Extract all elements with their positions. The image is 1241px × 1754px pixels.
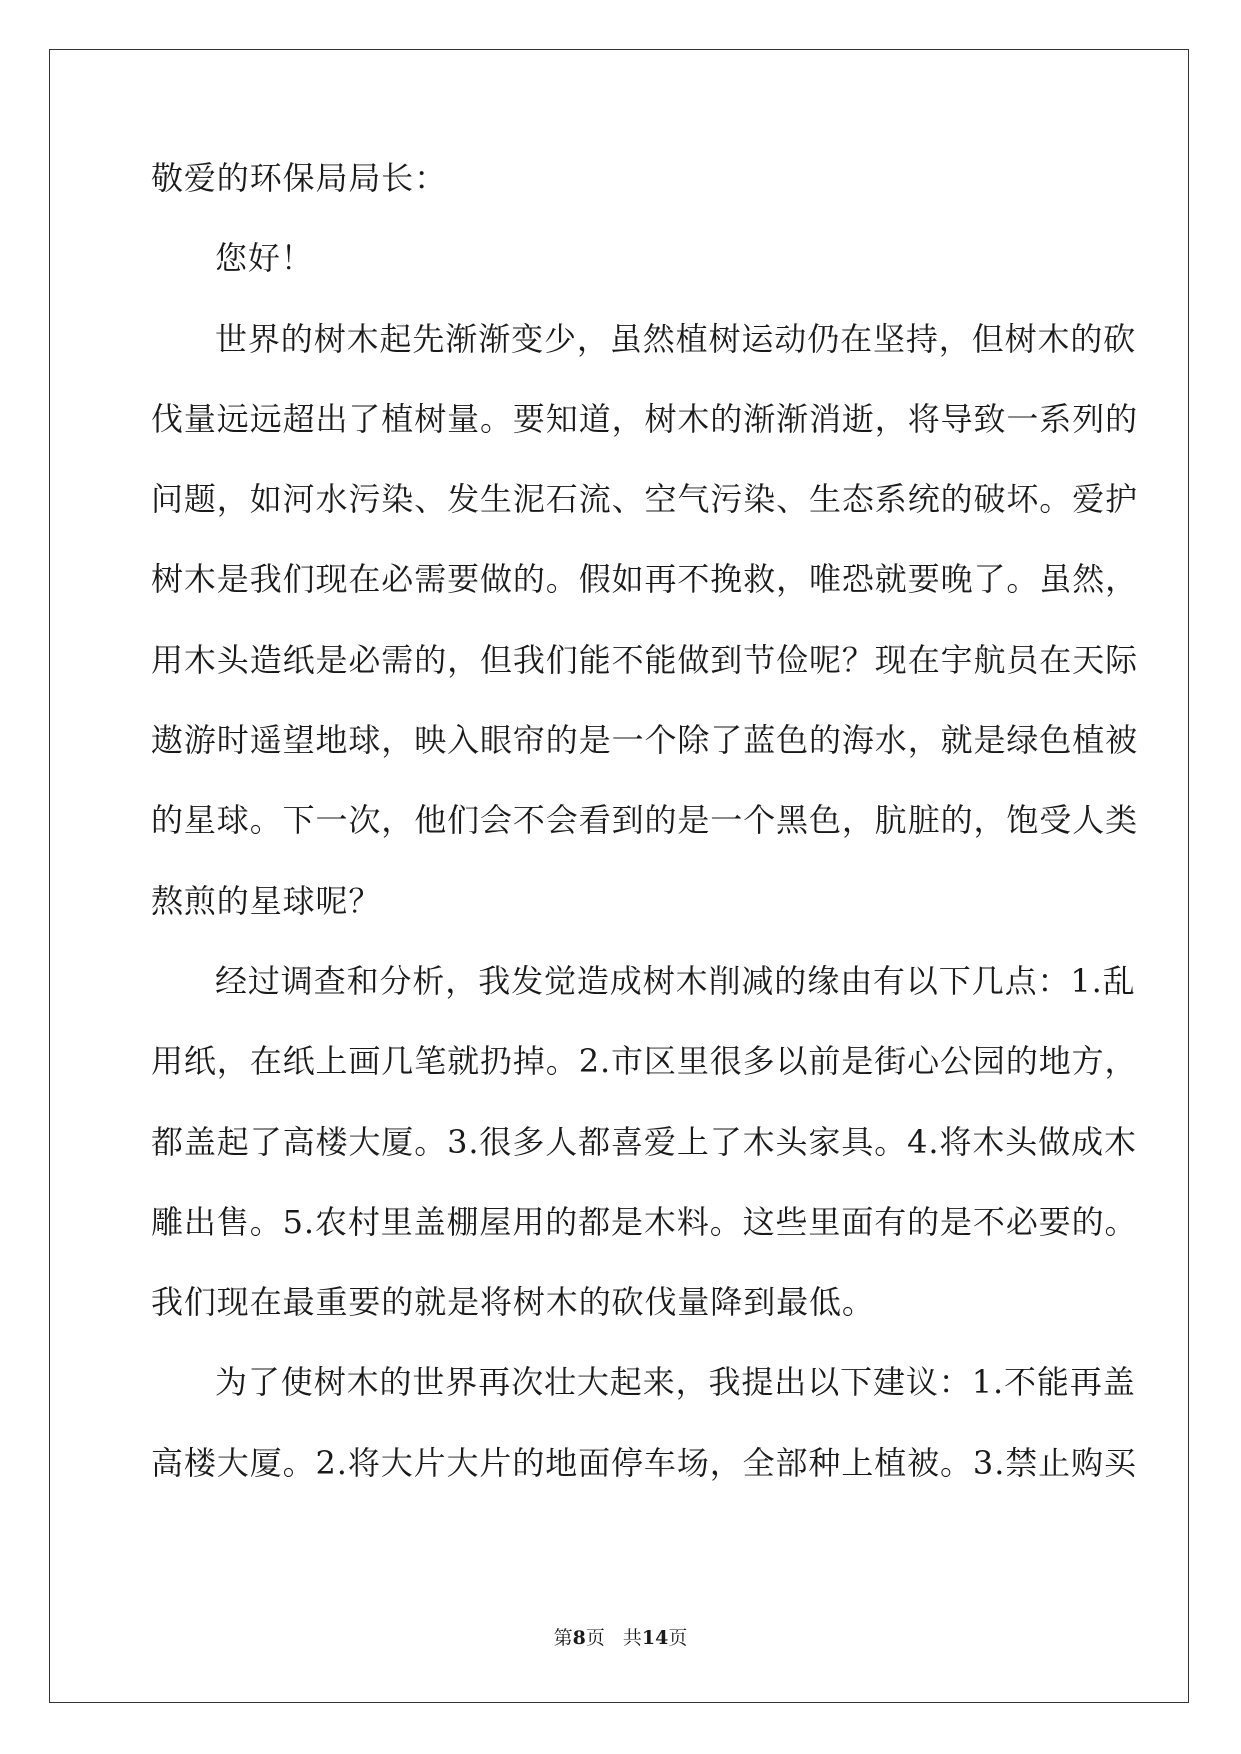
- paragraph-line: 的星球。下一次，他们会不会看到的是一个黑色，肮脏的，饱受人类: [151, 801, 1139, 840]
- page-prefix: 第: [553, 1627, 573, 1649]
- paragraph-line: 高楼大厦。2.将大片大片的地面停车场，全部种上植被。3.禁止购买: [151, 1443, 1137, 1482]
- greeting: 您好！: [215, 239, 314, 278]
- page-footer: [0, 1626, 1241, 1650]
- salutation: 敬爱的环保局局长：: [151, 159, 448, 197]
- page-total: 14: [641, 1627, 669, 1649]
- page-current: 8: [572, 1627, 586, 1649]
- page-unit: 页: [585, 1627, 605, 1649]
- letter-body: [151, 158, 1139, 1523]
- paragraph-line: 树木是我们现在必需要做的。假如再不挽救，唯恐就要晚了。虽然，: [151, 560, 1139, 599]
- paragraph-line: 都盖起了高楼大厦。3.很多人都喜爱上了木头家具。4.将木头做成木: [151, 1122, 1137, 1161]
- total-unit: 页: [668, 1627, 688, 1649]
- paragraph-line: 经过调查和分析，我发觉造成树木削减的缘由有以下几点：1.乱: [215, 961, 1136, 1000]
- paragraph-line: 用纸，在纸上画几笔就扔掉。2.市区里很多以前是街心公园的地方，: [151, 1042, 1138, 1081]
- paragraph-line: 伐量远远超出了植树量。要知道，树木的渐渐消逝，将导致一系列的: [151, 399, 1139, 438]
- paragraph-line: 用木头造纸是必需的，但我们能不能做到节俭呢？现在宇航员在天际: [151, 640, 1139, 679]
- paragraph-line: 遨游时遥望地球，映入眼帘的是一个除了蓝色的海水，就是绿色植被: [151, 721, 1139, 760]
- paragraph-line: 为了使树木的世界再次壮大起来，我提出以下建议：1.不能再盖: [215, 1363, 1136, 1402]
- paragraph-line: 雕出售。5.农村里盖棚屋用的都是木料。这些里面有的是不必要的。: [151, 1202, 1138, 1241]
- paragraph-line: 我们现在最重要的就是将树木的砍伐量降到最低。: [151, 1283, 875, 1322]
- paragraph-line: 熬煎的星球呢？: [151, 881, 382, 920]
- total-prefix: 共: [622, 1627, 642, 1649]
- paragraph-line: 世界的树木起先渐渐变少，虽然植树运动仍在坚持，但树木的砍: [215, 319, 1137, 358]
- paragraph-line: 问题，如河水污染、发生泥石流、空气污染、生态系统的破坏。爱护: [151, 480, 1139, 519]
